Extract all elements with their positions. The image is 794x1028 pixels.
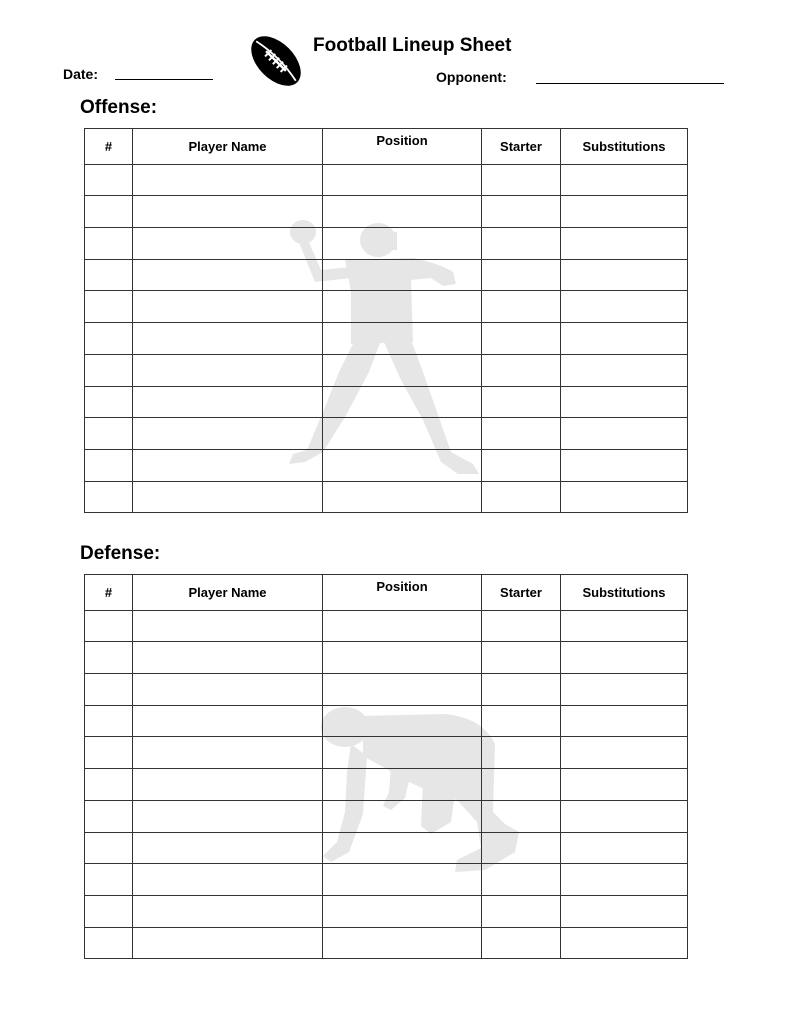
starter-cell[interactable] <box>482 259 561 291</box>
substitutions-cell[interactable] <box>561 800 688 832</box>
starter-cell[interactable] <box>482 386 561 418</box>
number-cell[interactable] <box>85 386 133 418</box>
starter-cell[interactable] <box>482 895 561 927</box>
substitutions-cell[interactable] <box>561 737 688 769</box>
starter-cell[interactable] <box>482 927 561 959</box>
column-header-player-name: Player Name <box>133 129 323 165</box>
offense-section-title: Offense: <box>80 97 158 118</box>
player-name-cell[interactable] <box>133 228 323 260</box>
table-row <box>85 259 688 291</box>
number-cell[interactable] <box>85 927 133 959</box>
position-cell[interactable] <box>323 927 482 959</box>
starter-cell[interactable] <box>482 832 561 864</box>
number-cell[interactable] <box>85 259 133 291</box>
number-cell[interactable] <box>85 769 133 801</box>
number-cell[interactable] <box>85 642 133 674</box>
starter-cell[interactable] <box>482 228 561 260</box>
column-header-starter: Starter <box>482 575 561 611</box>
number-cell[interactable] <box>85 323 133 355</box>
position-cell[interactable] <box>323 674 482 706</box>
substitutions-cell[interactable] <box>561 674 688 706</box>
page-title: Football Lineup Sheet <box>313 35 512 56</box>
substitutions-cell[interactable] <box>561 895 688 927</box>
player-name-cell[interactable] <box>133 481 323 513</box>
position-cell[interactable] <box>323 196 482 228</box>
table-row <box>85 386 688 418</box>
number-cell[interactable] <box>85 418 133 450</box>
substitutions-cell[interactable] <box>561 323 688 355</box>
substitutions-cell[interactable] <box>561 927 688 959</box>
position-cell[interactable] <box>323 323 482 355</box>
substitutions-cell[interactable] <box>561 291 688 323</box>
position-cell[interactable] <box>323 737 482 769</box>
table-row <box>85 895 688 927</box>
position-cell[interactable] <box>323 449 482 481</box>
number-cell[interactable] <box>85 864 133 896</box>
position-cell[interactable] <box>323 642 482 674</box>
table-row <box>85 642 688 674</box>
substitutions-cell[interactable] <box>561 164 688 196</box>
substitutions-cell[interactable] <box>561 832 688 864</box>
table-row <box>85 291 688 323</box>
table-row <box>85 769 688 801</box>
player-name-cell[interactable] <box>133 291 323 323</box>
number-cell[interactable] <box>85 737 133 769</box>
defense-table <box>84 574 688 959</box>
position-cell[interactable] <box>323 864 482 896</box>
column-header-position: Position <box>323 575 482 611</box>
table-row <box>85 832 688 864</box>
column-header-position: Position <box>323 129 482 165</box>
position-cell[interactable] <box>323 800 482 832</box>
column-header-starter: Starter <box>482 129 561 165</box>
starter-cell[interactable] <box>482 800 561 832</box>
player-name-cell[interactable] <box>133 674 323 706</box>
starter-cell[interactable] <box>482 196 561 228</box>
number-cell[interactable] <box>85 449 133 481</box>
number-cell[interactable] <box>85 481 133 513</box>
defense-section-title: Defense: <box>80 543 161 564</box>
player-name-cell[interactable] <box>133 386 323 418</box>
table-row <box>85 610 688 642</box>
column-header-substitutions: Substitutions <box>561 575 688 611</box>
starter-cell[interactable] <box>482 674 561 706</box>
player-name-cell[interactable] <box>133 737 323 769</box>
table-row <box>85 705 688 737</box>
position-cell[interactable] <box>323 769 482 801</box>
date-field[interactable] <box>115 79 213 80</box>
substitutions-cell[interactable] <box>561 642 688 674</box>
number-cell[interactable] <box>85 705 133 737</box>
starter-cell[interactable] <box>482 610 561 642</box>
position-cell[interactable] <box>323 164 482 196</box>
number-cell[interactable] <box>85 354 133 386</box>
table-row <box>85 449 688 481</box>
substitutions-cell[interactable] <box>561 705 688 737</box>
number-cell[interactable] <box>85 610 133 642</box>
table-row <box>85 164 688 196</box>
defense-table-body <box>85 610 688 959</box>
starter-cell[interactable] <box>482 164 561 196</box>
substitutions-cell[interactable] <box>561 259 688 291</box>
table-row <box>85 737 688 769</box>
opponent-label: Opponent: <box>436 69 507 85</box>
table-row <box>85 228 688 260</box>
position-cell[interactable] <box>323 418 482 450</box>
starter-cell[interactable] <box>482 769 561 801</box>
player-name-cell[interactable] <box>133 323 323 355</box>
table-row <box>85 196 688 228</box>
offense-table <box>84 128 688 513</box>
starter-cell[interactable] <box>482 481 561 513</box>
player-name-cell[interactable] <box>133 164 323 196</box>
substitutions-cell[interactable] <box>561 354 688 386</box>
position-cell[interactable] <box>323 386 482 418</box>
table-row <box>85 418 688 450</box>
player-name-cell[interactable] <box>133 354 323 386</box>
table-header-row <box>85 129 688 165</box>
column-header-number: # <box>85 575 133 611</box>
substitutions-cell[interactable] <box>561 610 688 642</box>
football-icon <box>245 30 307 92</box>
table-row <box>85 481 688 513</box>
player-name-cell[interactable] <box>133 449 323 481</box>
table-row <box>85 354 688 386</box>
offense-table-body <box>85 164 688 513</box>
starter-cell[interactable] <box>482 323 561 355</box>
position-cell[interactable] <box>323 705 482 737</box>
substitutions-cell[interactable] <box>561 481 688 513</box>
substitutions-cell[interactable] <box>561 418 688 450</box>
player-name-cell[interactable] <box>133 832 323 864</box>
player-name-cell[interactable] <box>133 800 323 832</box>
starter-cell[interactable] <box>482 864 561 896</box>
opponent-field[interactable] <box>536 83 724 84</box>
date-label: Date: <box>63 66 99 82</box>
starter-cell[interactable] <box>482 642 561 674</box>
player-name-cell[interactable] <box>133 895 323 927</box>
position-cell[interactable] <box>323 832 482 864</box>
player-name-cell[interactable] <box>133 259 323 291</box>
table-header-row <box>85 575 688 611</box>
player-name-cell[interactable] <box>133 610 323 642</box>
table-row <box>85 674 688 706</box>
starter-cell[interactable] <box>482 354 561 386</box>
position-cell[interactable] <box>323 895 482 927</box>
starter-cell[interactable] <box>482 705 561 737</box>
table-row <box>85 800 688 832</box>
substitutions-cell[interactable] <box>561 386 688 418</box>
number-cell[interactable] <box>85 291 133 323</box>
table-row <box>85 927 688 959</box>
player-name-cell[interactable] <box>133 864 323 896</box>
substitutions-cell[interactable] <box>561 864 688 896</box>
position-cell[interactable] <box>323 481 482 513</box>
position-cell[interactable] <box>323 259 482 291</box>
substitutions-cell[interactable] <box>561 196 688 228</box>
position-cell[interactable] <box>323 610 482 642</box>
number-cell[interactable] <box>85 800 133 832</box>
number-cell[interactable] <box>85 895 133 927</box>
player-name-cell[interactable] <box>133 196 323 228</box>
number-cell[interactable] <box>85 164 133 196</box>
player-name-cell[interactable] <box>133 927 323 959</box>
number-cell[interactable] <box>85 832 133 864</box>
column-header-player-name: Player Name <box>133 575 323 611</box>
substitutions-cell[interactable] <box>561 228 688 260</box>
player-name-cell[interactable] <box>133 418 323 450</box>
number-cell[interactable] <box>85 196 133 228</box>
position-cell[interactable] <box>323 291 482 323</box>
position-cell[interactable] <box>323 228 482 260</box>
table-row <box>85 323 688 355</box>
column-header-number: # <box>85 129 133 165</box>
substitutions-cell[interactable] <box>561 449 688 481</box>
starter-cell[interactable] <box>482 737 561 769</box>
column-header-substitutions: Substitutions <box>561 129 688 165</box>
substitutions-cell[interactable] <box>561 769 688 801</box>
number-cell[interactable] <box>85 674 133 706</box>
player-name-cell[interactable] <box>133 705 323 737</box>
starter-cell[interactable] <box>482 449 561 481</box>
position-cell[interactable] <box>323 354 482 386</box>
player-name-cell[interactable] <box>133 769 323 801</box>
starter-cell[interactable] <box>482 418 561 450</box>
number-cell[interactable] <box>85 228 133 260</box>
player-name-cell[interactable] <box>133 642 323 674</box>
starter-cell[interactable] <box>482 291 561 323</box>
table-row <box>85 864 688 896</box>
